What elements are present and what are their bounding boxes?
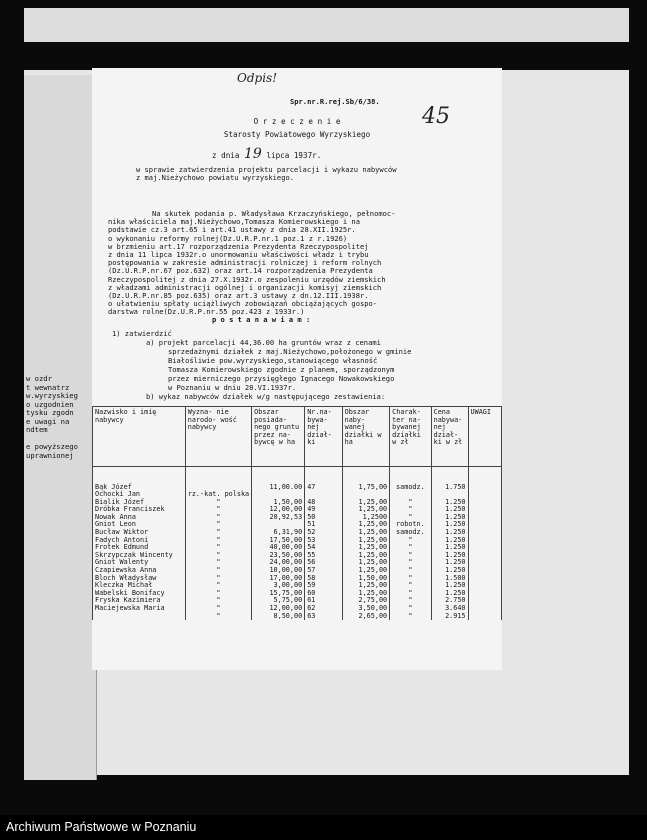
body-line: o ułatwieniu spłaty uciążliwych zobowiązań obciążających gospo- — [108, 299, 378, 309]
table-cell: " — [390, 552, 431, 560]
table-cell: " — [390, 613, 431, 621]
body-line: nika właściciela maj.Nieżychowo,Tomasza Komierowskiego i na — [108, 217, 360, 227]
table-cell: Maciejewska Maria — [93, 605, 186, 613]
table-cell: 61 — [305, 597, 342, 605]
table-cell: 51 — [305, 521, 342, 529]
table-cell: 52 — [305, 529, 342, 537]
table-cell: 1.250 — [431, 567, 468, 575]
table-cell: 17,00,00 — [252, 575, 305, 583]
table-cell: " — [390, 582, 431, 590]
table-cell: 1.250 — [431, 590, 468, 598]
decision-point-line: Tomasza Komierowskiego zgodnie z planem, sporządzonym — [168, 365, 395, 374]
table-cell: 10,00,00 — [252, 567, 305, 575]
table-cell: " — [185, 537, 251, 545]
table-cell: " — [390, 506, 431, 514]
body-line: o wykonaniu reformy rolnej(Dz.U.R.P.nr.1 poz.1 z r.1926) — [108, 233, 348, 243]
table-cell: 3,00,00 — [252, 582, 305, 590]
table-cell: 5,75,00 — [252, 597, 305, 605]
body-line: (Dz.U.R.P.nr.85 poz.635) oraz art.3 ustawy z dn.12.III.1938r. — [108, 291, 369, 300]
table-cell: 1.250 — [431, 521, 468, 529]
body-line: w brzmieniu art.17 rozporządzenia Prezydenta Rzeczypospolitej — [108, 241, 369, 251]
body-line: (Dz.U.R.P.nr.67 poz.632) oraz art.14 rozporządzenia Prezydenta — [108, 266, 373, 276]
table-cell: 2.915 — [431, 613, 468, 621]
table-cell: 50 — [305, 514, 342, 522]
table-cell: Skrzypczak Wincenty — [93, 552, 186, 560]
table-cell: 17,50,00 — [252, 537, 305, 545]
table-cell — [305, 467, 342, 484]
table-header-cell: Cena nabywa- nej dział- ki w zł — [431, 407, 468, 467]
table-cell: 1.250 — [431, 552, 468, 560]
table-cell: " — [390, 544, 431, 552]
table-cell — [252, 467, 305, 484]
table-cell: " — [185, 590, 251, 598]
table-cell: 60 — [305, 590, 342, 598]
table-cell — [468, 559, 501, 567]
table-cell: 1.250 — [431, 506, 468, 514]
table-cell — [468, 605, 501, 613]
table-cell — [468, 499, 501, 507]
table-header-cell: Nr.na- bywa- nej dział- ki — [305, 407, 342, 467]
decision-point-line: sprzedażnymi działek z maj.Nieżychowo,położonego w gminie — [168, 347, 412, 356]
table-cell: 1,50,00 — [252, 499, 305, 507]
table-cell: " — [185, 529, 251, 537]
table-cell: " — [390, 590, 431, 598]
table-cell: Fadych Antoni — [93, 537, 186, 545]
body-line: z dnia 11 lipca 1932r.o unormowaniu właściwości władz i trybu — [108, 250, 369, 259]
table-cell: 1,25,00 — [342, 590, 390, 598]
body-line: Rzeczypospolitej z dnia 27.X.1932r.o zespoleniu urzędów ziemskich — [108, 274, 386, 284]
table-cell — [468, 590, 501, 598]
table-header-cell: Charak- ter na- bywanej działki w zł — [390, 407, 431, 467]
table-cell: " — [185, 499, 251, 507]
table-cell: Bialik Józef — [93, 499, 186, 507]
decision-word: p o s t a n a w i a m : — [212, 315, 311, 324]
table-cell — [468, 506, 501, 514]
table-cell: 1,25,00 — [342, 499, 390, 507]
table-cell: 2.750 — [431, 597, 468, 605]
table-row — [93, 514, 502, 522]
table-cell — [468, 582, 501, 590]
table-cell: 1.250 — [431, 582, 468, 590]
table-cell: 12,00,00 — [252, 605, 305, 613]
table-cell — [93, 613, 186, 621]
document-date — [212, 146, 322, 162]
decision-point-line: 1) zatwierdzić — [112, 329, 172, 338]
table-cell: " — [390, 567, 431, 575]
table-cell: 1,25,00 — [342, 506, 390, 514]
body-line: Na skutek podania p. Władysława Krzaczyńskiego, pełnomoc- — [152, 209, 396, 218]
table-cell: Dróbka Franciszek — [93, 506, 186, 514]
table-cell: 23,50,00 — [252, 552, 305, 560]
table-cell — [390, 467, 431, 484]
table-cell: " — [390, 605, 431, 613]
left-fragment-text: w ozdr t wewnatrz w.wyrzyskieg o uzgodnien tysku zgodn e uwagi na ndtem e powyższego uprawnionej — [26, 374, 78, 460]
table-cell — [468, 514, 501, 522]
table-cell: 8,50,00 — [252, 613, 305, 621]
table-cell — [185, 467, 251, 484]
table-cell: 6,31,90 — [252, 529, 305, 537]
table-cell — [468, 484, 501, 492]
table-cell: 54 — [305, 544, 342, 552]
table-cell: " — [390, 597, 431, 605]
table-cell: 24,00,00 — [252, 559, 305, 567]
table-cell: Frotek Edmund — [93, 544, 186, 552]
table-cell: 1.750 — [431, 484, 468, 492]
table-cell: 1,25,00 — [342, 552, 390, 560]
archive-footer: Archiwum Państwowe w Poznaniu — [0, 815, 647, 840]
table-cell: 49 — [305, 506, 342, 514]
decision-point-line: w Poznaniu w dniu 28.VI.1937r. — [168, 383, 297, 392]
table-cell: 3.640 — [431, 605, 468, 613]
table-cell: 20,92,53 — [252, 514, 305, 522]
table-cell: " — [390, 575, 431, 583]
table-body — [93, 467, 502, 621]
table-cell: " — [185, 605, 251, 613]
table-cell: 3,50,00 — [342, 605, 390, 613]
table-cell — [93, 467, 186, 484]
table-cell: 1,25,00 — [342, 544, 390, 552]
table-cell: " — [185, 521, 251, 529]
body-line: postępowania w zakresie administracji rolniczej i reform rolnych — [108, 258, 382, 268]
table-cell: 2,75,00 — [342, 597, 390, 605]
table-cell: 2,65,00 — [342, 613, 390, 621]
date-prefix: z dnia — [212, 151, 240, 160]
reference-number: Spr.nr.R.rej.Sb/6/38. — [290, 97, 380, 106]
table-cell: 56 — [305, 559, 342, 567]
table-cell: Ochocki Jan — [93, 491, 186, 499]
body-line: z władzami administracji ogólnej i organizacji komisyj ziemskich — [108, 282, 382, 292]
table-cell: " — [390, 537, 431, 545]
table-cell: 15,75,00 — [252, 590, 305, 598]
table-cell: 55 — [305, 552, 342, 560]
table-cell: " — [185, 567, 251, 575]
table-header-row — [93, 407, 502, 467]
date-rest: lipca 1937r. — [266, 151, 322, 160]
table-cell: Gniot Leon — [93, 521, 186, 529]
table-cell — [468, 597, 501, 605]
table-cell: 40,00,00 — [252, 544, 305, 552]
table-header-cell: UWAGI — [468, 407, 501, 467]
table-spacer-row — [93, 467, 502, 484]
table-header-cell: Obszar naby- wanej działki w ha — [342, 407, 390, 467]
table-cell: 1.250 — [431, 499, 468, 507]
table-cell: 58 — [305, 575, 342, 583]
body-line: podstawie cz.3 art.65 i art.41 ustawy z dnia 28.XII.1925r. — [108, 225, 356, 235]
table-cell: Nowak Anna — [93, 514, 186, 522]
table-cell: " — [185, 559, 251, 567]
table-cell — [468, 491, 501, 499]
table-cell: rz.-kat. polska — [185, 491, 251, 499]
body-line: darstwa rolne(Dz.U.R.P.nr.55 poz.423 z 1933r.) — [108, 307, 305, 317]
table-cell: robotn. — [390, 521, 431, 529]
table-cell — [468, 544, 501, 552]
table-cell: 12,00,00 — [252, 506, 305, 514]
table-cell — [342, 467, 390, 484]
table-cell — [468, 467, 501, 484]
page-number-handwritten: 45 — [422, 104, 450, 129]
table-cell: 1.500 — [431, 575, 468, 583]
table-cell: " — [185, 597, 251, 605]
table-cell: 1,25,00 — [342, 537, 390, 545]
table-row — [93, 484, 502, 492]
table-cell: 1,25,00 — [342, 529, 390, 537]
table-cell: 63 — [305, 613, 342, 621]
subject-line-1: w sprawie zatwierdzenia projektu parcelacji i wykazu nabywców — [136, 165, 397, 174]
left-document-fragment — [24, 75, 97, 780]
table-cell: 62 — [305, 605, 342, 613]
table-header-cell: Nazwisko i imię nabywcy — [93, 407, 186, 467]
table-cell: " — [185, 582, 251, 590]
table-cell: samodz. — [390, 529, 431, 537]
table-cell: Wabelski Bonifacy — [93, 590, 186, 598]
table-cell: 1,25,00 — [342, 521, 390, 529]
table-cell: " — [185, 613, 251, 621]
table-cell — [468, 575, 501, 583]
table-cell: " — [185, 544, 251, 552]
table-cell: 1,25,00 — [342, 582, 390, 590]
table-cell: " — [185, 514, 251, 522]
table-cell: 1.250 — [431, 559, 468, 567]
table-cell: 1.250 — [431, 537, 468, 545]
table-cell: 59 — [305, 582, 342, 590]
table-cell — [468, 529, 501, 537]
buyers-table — [92, 406, 502, 620]
table-cell: 1.250 — [431, 529, 468, 537]
table-row — [93, 613, 502, 621]
date-day: 19 — [244, 146, 262, 162]
table-cell: " — [390, 559, 431, 567]
table-cell — [468, 567, 501, 575]
table-cell: 57 — [305, 567, 342, 575]
table-cell: " — [390, 499, 431, 507]
table-cell: 1,25,00 — [342, 567, 390, 575]
table-cell: 1,75,00 — [342, 484, 390, 492]
table-cell: 48 — [305, 499, 342, 507]
table-cell: " — [390, 514, 431, 522]
table-cell: Bąk Józef — [93, 484, 186, 492]
decision-point-line: Białośliwie pow.wyrzyskiego,stanowiącego własność — [168, 356, 378, 365]
table-header-cell: Obszar posiada- nego gruntu przez na- bywcę w ha — [252, 407, 305, 467]
table-cell — [468, 521, 501, 529]
table-cell: " — [185, 552, 251, 560]
table-cell: 1,25,00 — [342, 559, 390, 567]
table-cell: 1.250 — [431, 544, 468, 552]
table-cell — [468, 552, 501, 560]
table-cell — [468, 537, 501, 545]
table-cell: " — [185, 575, 251, 583]
decision-point-line: przez mierniczego przysięgłego Ignacego Nowakowskiego — [168, 374, 395, 383]
table-cell: 53 — [305, 537, 342, 545]
table-cell: Bloch Władysław — [93, 575, 186, 583]
issuer: Starosty Powiatowego Wyrzyskiego — [223, 130, 371, 139]
table-cell: Fryska Kazimiera — [93, 597, 186, 605]
table-cell: 47 — [305, 484, 342, 492]
subject-line-2: z maj.Nieżychowo powiatu wyrzyskiego. — [136, 173, 295, 182]
table-cell: 1,2500 — [342, 514, 390, 522]
table-cell: 1.250 — [431, 514, 468, 522]
decision-point-line: b) wykaz nabywców działek w/g następującego zestawienia: — [146, 392, 386, 401]
decision-point-line: a) projekt parcelacji 44,36.00 ha gruntów wraz z cenami — [146, 338, 381, 347]
table-cell: Gniot Walenty — [93, 559, 186, 567]
table-cell — [468, 613, 501, 621]
table-cell: 11,00.00 — [252, 484, 305, 492]
table-cell: " — [185, 506, 251, 514]
document-title: O r z e c z e n i e — [253, 117, 341, 126]
table-cell: Bucław Wiktor — [93, 529, 186, 537]
table-cell: samodz. — [390, 484, 431, 492]
table-cell: Kleczka Michał — [93, 582, 186, 590]
table-cell: Czapiewska Anna — [93, 567, 186, 575]
table-cell — [431, 467, 468, 484]
top-paper-strip — [24, 8, 629, 42]
document-page — [92, 68, 502, 670]
table-cell: 1,50,00 — [342, 575, 390, 583]
handwritten-header: Odpis! — [237, 71, 278, 85]
table-header-cell: Wyzna- nie narodo- wość nabywcy — [185, 407, 251, 467]
